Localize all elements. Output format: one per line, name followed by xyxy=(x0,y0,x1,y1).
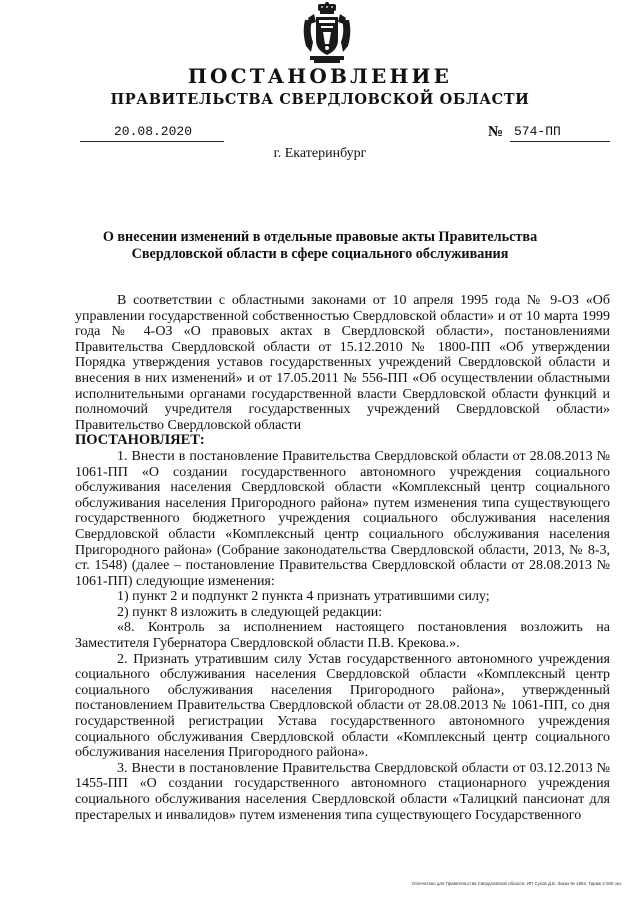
paragraph-preamble: В соответствии с областными законами от 10 апреля 1995 года № 9-ОЗ «Об управлении государственной собственностью Свердловской области» и от 10 марта 1999 года № 4-ОЗ «О правовых актах в Свердловской области», постановлениями Правительства Свердловской области от 15.12.2010 № 1800-ПП «Об утверждении Порядка утверждения уставов государственных учреждений Свердловской области и внесения в них изменений» и от 17.05.2011 № 556-ПП «Об осуществлении областными исполнительными органами государственной власти Свердловской области функций и полномочий учредителя государственных учреждений Свердловской области» Правительство Свердловской области xyxy=(75,293,610,433)
paragraph-item-3: 3. Внести в постановление Правительства Свердловской области от 03.12.2013 № 1455-ПП «О создании государственного автономного стационарного учреждения социального обслуживания населения Свердловской области «Талицкий пансионат для престарелых и инвалидов» путем изменения типа существующего Государственного xyxy=(75,760,610,823)
date-field xyxy=(80,123,224,142)
paragraph-item-1: 1. Внести в постановление Правительства Свердловской области от 28.08.2013 № 1061-ПП «О создании государственного автономного учреждения социального обслуживания населения Свердловской области «Комплексный центр социального обслуживания населения Пригородного района» путем изменения типа существующего государственного бюджетного учреждения социального обслуживания населения Свердловской области «Комплексный центр социального обслуживания населения Пригородного района» (Собрание законодательства Свердловской области, 2013, № 8-3, ст. 1548) (далее – постановление Правительства Свердловской области от 28.08.2013 № 1061-ПП) следующие изменения: xyxy=(75,448,610,589)
paragraph-subitem-2: 2) пункт 8 изложить в следующей редакции: xyxy=(117,604,383,620)
number-field xyxy=(510,123,610,142)
issuing-authority: ПРАВИТЕЛЬСТВА СВЕРДЛОВСКОЙ ОБЛАСТИ xyxy=(110,91,530,108)
document-date: 20.08.2020 xyxy=(114,124,193,139)
document-number: 574-ПП xyxy=(514,124,561,139)
document-body xyxy=(75,293,610,823)
paragraph-item-2: 2. Признать утратившим силу Устав государственного автономного учреждения социального обслуживания населения Свердловской области «Комплексный центр социального обслуживания населения Пригородного района», утвержденный постановлением Правительства Свердловской области от 28.08.2013 № 1061-ПП, со дня государственной регистрации Устава государственного автономного учреждения социального обслуживания Свердловской области «Комплексный центр социального обслуживания населения Пригородного района». xyxy=(75,651,610,761)
document-title: О внесении изменений в отдельные правовые акты Правительства Свердловской области в сфере социального обслуживания xyxy=(102,229,538,262)
coat-of-arms-icon xyxy=(302,2,352,66)
paragraph-subitem-1: 1) пункт 2 и подпункт 2 пункта 4 признать утратившими силу; xyxy=(117,589,490,605)
paragraph-quote: «8. Контроль за исполнением настоящего постановления возложить на Заместителя Губернатора Свердловской области П.В. Крекова.». xyxy=(75,620,610,652)
document-type-heading: ПОСТАНОВЛЕНИЕ xyxy=(187,64,453,88)
print-footer: Отпечатано для Правительства Свердловской области. ИП Сухов Д.Б. Заказ № 1953. Тираж 2 000 экз. xyxy=(411,881,622,886)
number-sign: № xyxy=(488,124,504,140)
city: г. Екатеринбург xyxy=(273,146,367,161)
decree-word: ПОСТАНОВЛЯЕТ: xyxy=(75,432,205,449)
